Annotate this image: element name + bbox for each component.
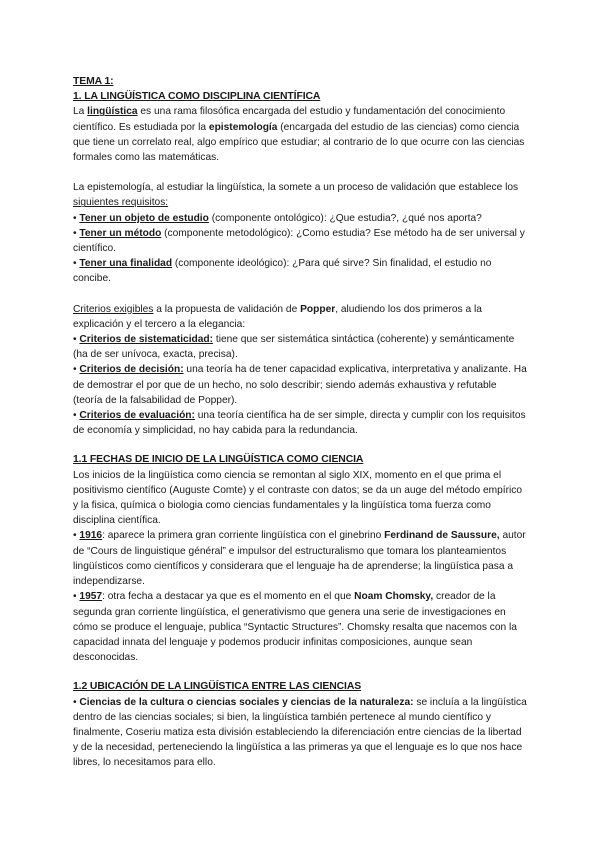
text-run: a la propuesta de validación de bbox=[153, 303, 301, 315]
popper-name: Popper bbox=[300, 303, 336, 315]
section-1-paragraph-2 bbox=[73, 180, 528, 210]
requirement-item bbox=[73, 256, 528, 286]
requirement-item bbox=[73, 211, 528, 226]
text-run: autor de “Cours de linguistique général” e impulsor del estructuralismo que tomara los planteamientos lingüísticos como científicos y considerara que el lenguaje ha de aprenderse; la lingüística pasa a independizarse. bbox=[73, 530, 526, 588]
chomsky-name: Noam Chomsky, bbox=[354, 591, 434, 603]
saussure-name: Ferdinand de Saussure, bbox=[384, 530, 500, 542]
text-run: La epistemología, al estudiar la lingüística, la somete a un proceso de validación que establece los bbox=[73, 182, 519, 194]
bullet-icon: • bbox=[73, 227, 77, 239]
term-linguistica: lingüística bbox=[87, 106, 138, 118]
criterion-label: Criterios de decisión: bbox=[79, 364, 184, 376]
year-label: 1957 bbox=[79, 591, 103, 603]
text-run: (encargada del estudio de las ciencias) como ciencia que tiene un correlato real, algo empírico que estudiar; al contrario de lo que ocurre con las ciencias formales como las matemáticas. bbox=[73, 121, 525, 164]
criterion-label: Criterios de evaluación: bbox=[79, 410, 195, 422]
requirement-text: (componente ontológico): ¿Que estudia?, ¿qué nos aporta? bbox=[208, 212, 482, 224]
section-1-1-title: 1.1 FECHAS DE INICIO DE LA LINGÜÍSTICA COMO CIENCIA bbox=[73, 454, 364, 466]
requirement-label: Tener un objeto de estudio bbox=[79, 212, 209, 224]
section-1-paragraph-1 bbox=[73, 104, 528, 165]
criterion-text: tiene que ser sistemática sintáctica (coherente) y semánticamente (ha de ser unívoca, exacta, precisa). bbox=[73, 334, 515, 361]
criterion-item bbox=[73, 332, 528, 362]
text-run: , aludiendo los dos primeros a la explicación y el tercero a la elegancia: bbox=[73, 303, 482, 330]
requirement-text: (componente metodológico): ¿Como estudia? Ese método ha de ser universal y científico. bbox=[73, 227, 525, 255]
bullet-icon: • bbox=[73, 258, 77, 270]
section-1-2-title: 1.2 UBICACIÓN DE LA LINGÜÍSTICA ENTRE LAS CIENCIAS bbox=[73, 681, 362, 693]
criterion-text: una teoría científica ha de ser simple, directa y cumplir con los requisitos de economía y simplicidad, no hay cabida para la redundancia. bbox=[73, 410, 526, 437]
term-epistemologia: epistemología bbox=[208, 121, 278, 133]
tema-heading: TEMA 1: bbox=[73, 76, 114, 87]
requirement-text: (componente ideológico): ¿Para qué sirve? Sin finalidad, el estudio no concibe. bbox=[73, 258, 492, 285]
text-run: creador de la segunda gran corriente lingüística, el generativismo que genera una serie de investigaciones en cómo se produce el lenguaje, publica “Syntactic Structures”. Chomsky resalta que nacemos con la capacidad innata del lenguaje y podemos producir infinitas composiciones, aunque sean desconocidas. bbox=[73, 591, 517, 664]
ciencias-label: Ciencias de la cultura o ciencias sociales y ciencias de la naturaleza: bbox=[79, 696, 414, 708]
text-run: se incluía a la lingüística dentro de las ciencias sociales; si bien, la lingüística también pertenece al mundo científico y finalmente, Coseriu matiza esta división estableciendo la diferenciación entre ciencias de la libertad y de la necesidad, perteneciendo la lingüística a las primeras ya que el lenguaje es lo que nos hace libres, lo necesitamos para ello. bbox=[73, 696, 527, 769]
criterios-exigibles-text: Criterios exigibles bbox=[73, 303, 154, 315]
document-page bbox=[73, 74, 528, 771]
bullet-icon: • bbox=[73, 530, 77, 542]
bullet-icon: • bbox=[73, 591, 77, 603]
section-1-paragraph-3 bbox=[73, 302, 528, 332]
bullet-icon: • bbox=[73, 364, 77, 376]
criterion-item bbox=[73, 362, 528, 408]
requirement-label: Tener un método bbox=[79, 227, 162, 239]
text-run: La bbox=[73, 106, 88, 118]
text-run: : aparece la primera gran corriente lingüística con el ginebrino bbox=[102, 530, 385, 542]
year-label: 1916 bbox=[79, 530, 103, 542]
bullet-icon: • bbox=[73, 696, 77, 708]
criterion-text: una teoría ha de tener capacidad explicativa, interpretativa y analizante. Ha de demostrar el por que de un hecho, no solo describir; siendo además exhaustiva y refutable (teoría de la falsabilidad de Popper). bbox=[73, 364, 527, 406]
requirement-label: Tener una finalidad bbox=[79, 258, 173, 270]
requisitos-link-text: siguientes requisitos: bbox=[73, 197, 169, 209]
section-1-title: 1. LA LINGÜÍSTICA COMO DISCIPLINA CIENTÍFICA bbox=[73, 91, 321, 103]
date-item-1916 bbox=[73, 528, 528, 589]
section-1-2-item bbox=[73, 695, 528, 771]
date-item-1957 bbox=[73, 589, 528, 665]
text-run: es una rama filosófica encargada del estudio y fundamentación del conocimiento científico. Es estudiada por la bbox=[73, 106, 506, 133]
section-1-1-paragraph-1: Los inicios de la lingüística como ciencia se remontan al siglo XIX, momento en el que prima el positivismo científico (Auguste Comte) y el contraste con datos; se da un auge del método empírico y la fisica, química o biologia como ciencias fundamentales y la lingüística toma fuerza como disciplina científica. bbox=[73, 469, 523, 527]
requirement-item bbox=[73, 226, 528, 256]
bullet-icon: • bbox=[73, 334, 77, 346]
bullet-icon: • bbox=[73, 212, 77, 224]
text-run: : otra fecha a destacar ya que es el momento en el que bbox=[102, 591, 355, 603]
criterion-item bbox=[73, 408, 528, 438]
criterion-label: Criterios de sistematicidad: bbox=[79, 334, 214, 346]
bullet-icon: • bbox=[73, 410, 77, 422]
